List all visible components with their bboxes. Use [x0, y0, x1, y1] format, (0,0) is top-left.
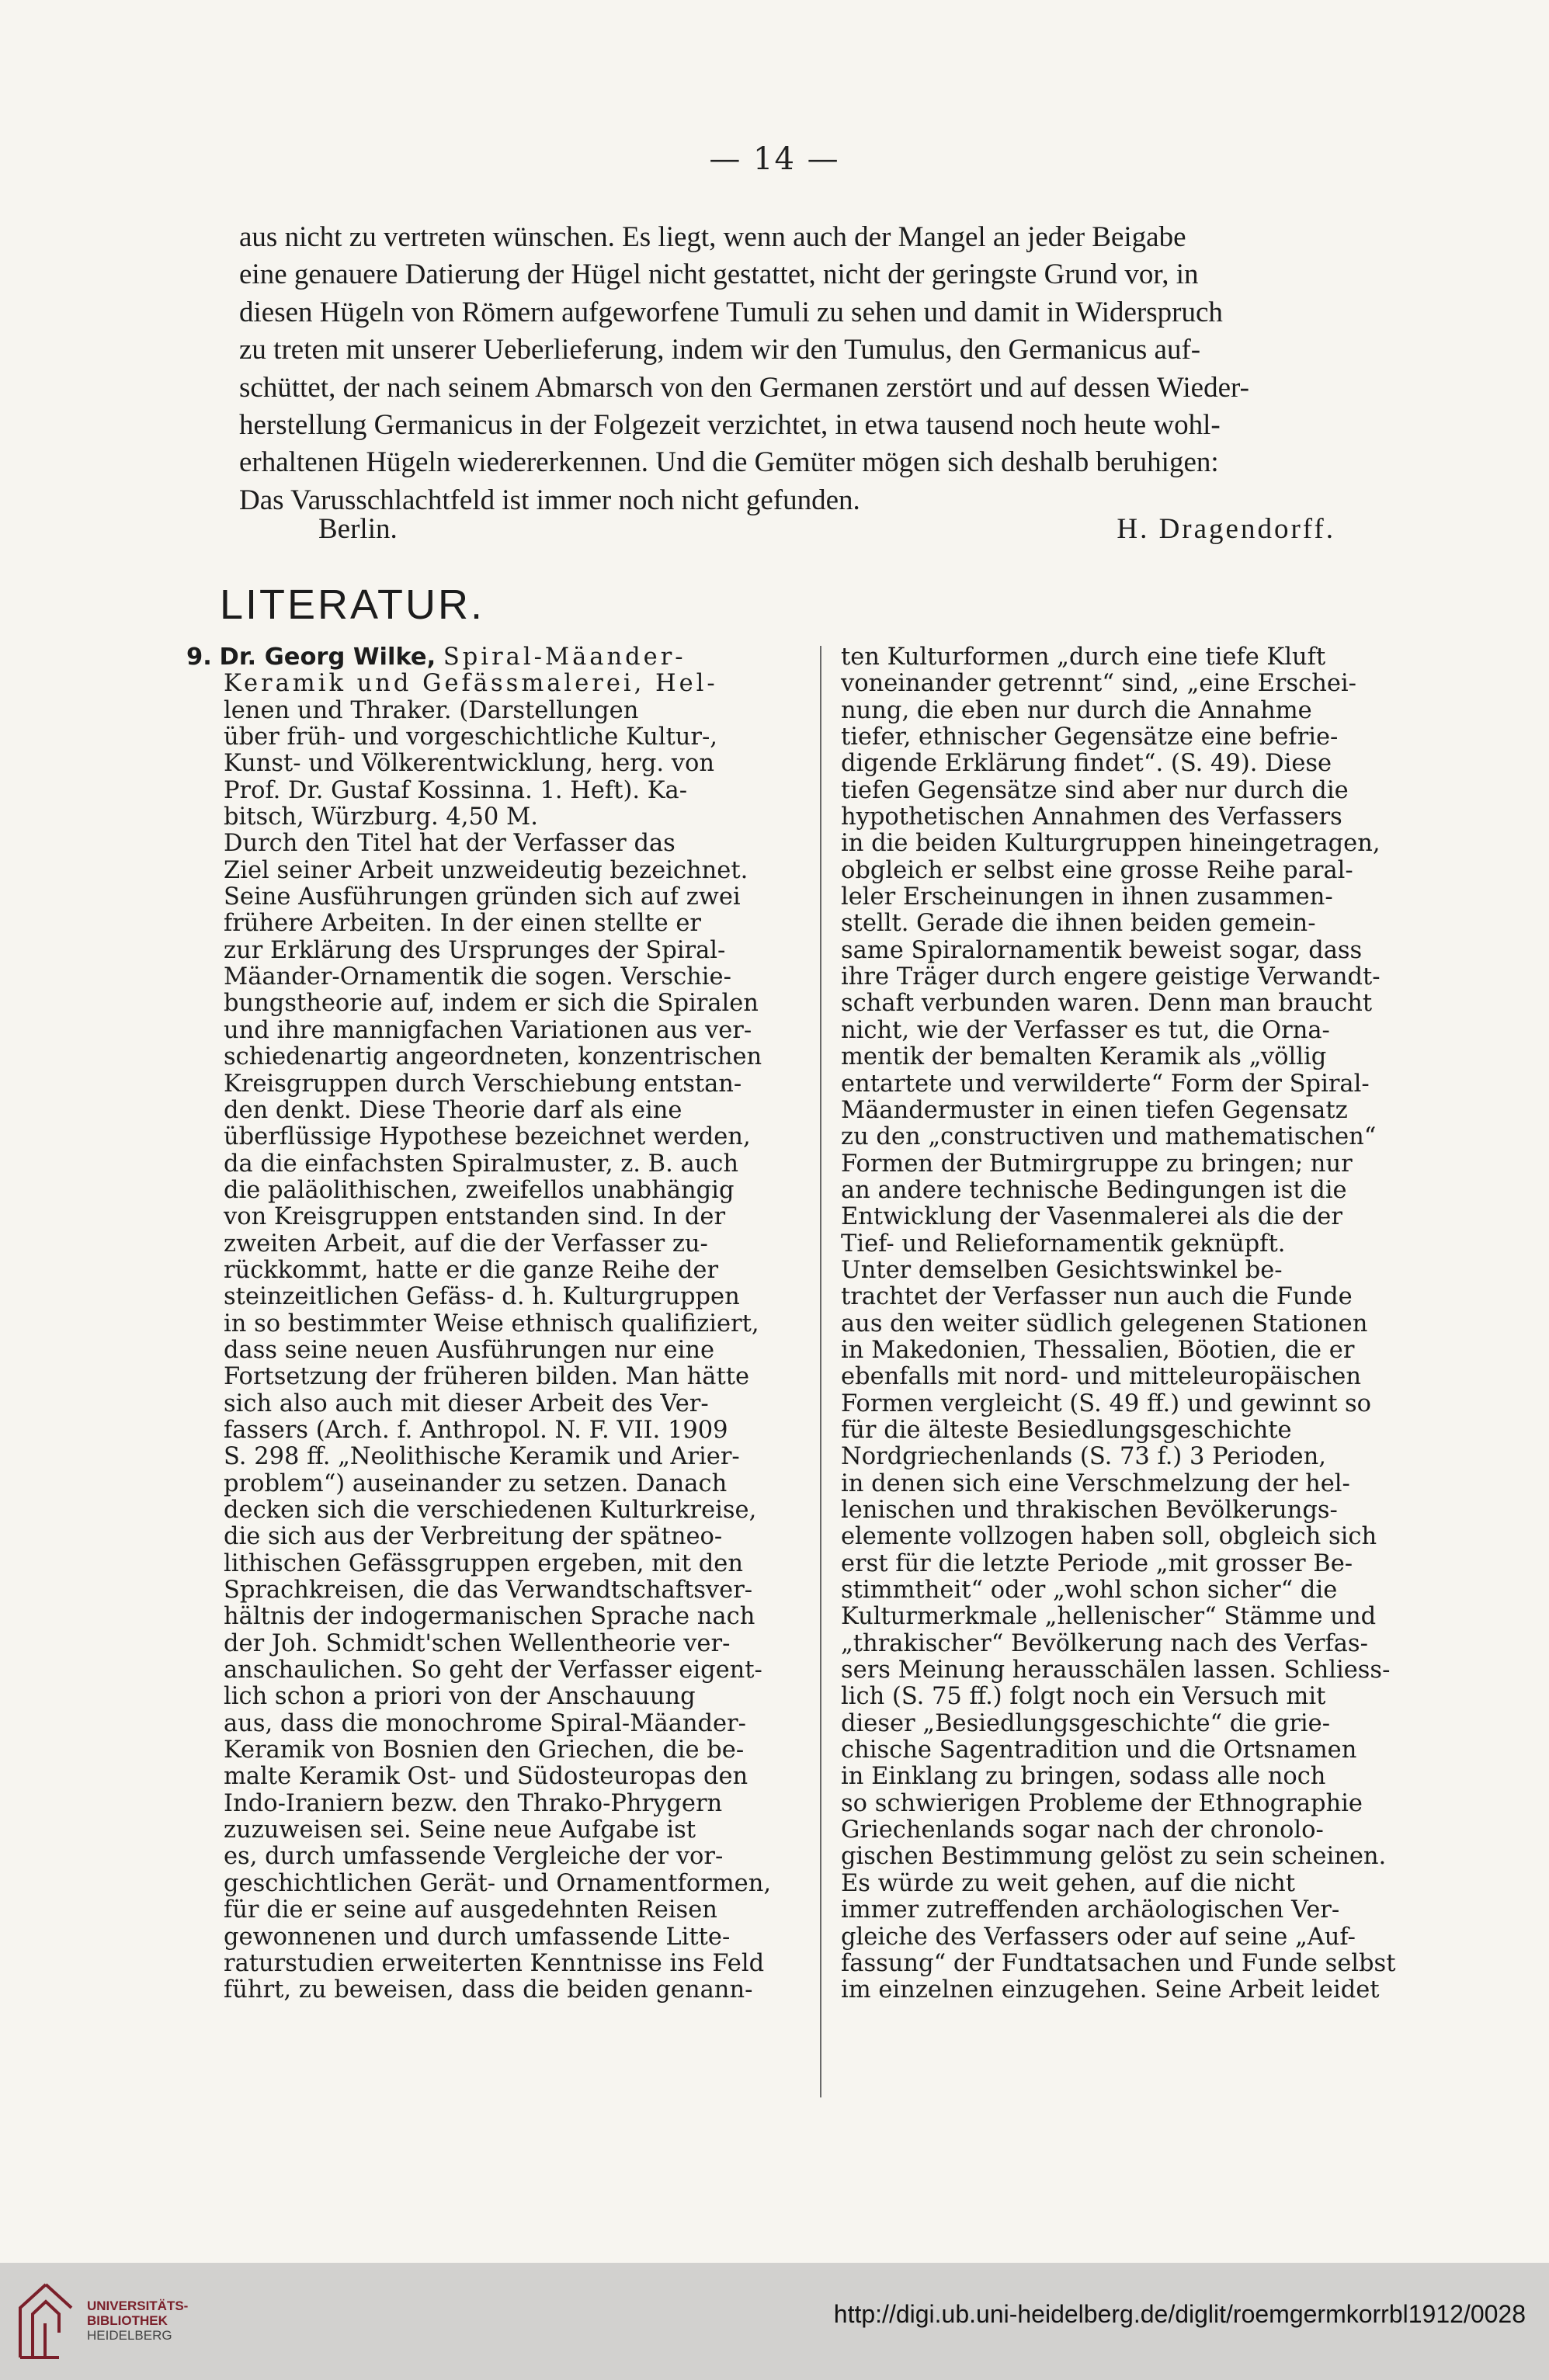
text-line: eine genauere Datierung der Hügel nicht gestattet, nicht der geringste Grund vor, in: [239, 258, 1199, 291]
text-line: Seine Ausführungen gründen sich auf zwei: [224, 883, 741, 911]
text-line: aus, dass die monochrome Spiral-Mäander-: [224, 1709, 746, 1737]
text-line: ebenfalls mit nord- und mitteleuropäischen: [841, 1363, 1362, 1391]
text-line: obgleich er selbst eine grosse Reihe paral-: [841, 856, 1353, 884]
left-body: [186, 831, 800, 2004]
text-line: zuzuweisen sei. Seine neue Aufgabe ist: [224, 1816, 696, 1844]
text-line: den denkt. Diese Theorie darf als eine: [224, 1096, 682, 1124]
text-line: nung, die eben nur durch die Annahme: [841, 696, 1312, 724]
text-line: S. 298 ff. „Neolithische Keramik und Arier-: [224, 1443, 740, 1471]
text-line: Kulturmerkmale „hellenischer“ Stämme und: [841, 1603, 1377, 1631]
text-line: entartete und verwilderte“ Form der Spiral-: [841, 1070, 1370, 1098]
text-line: immer zutreffenden archäologischen Ver-: [841, 1896, 1340, 1924]
page-number: — 14 —: [709, 141, 840, 177]
entry-author: Dr. Georg Wilke,: [219, 644, 436, 671]
text-line: zu treten mit unserer Ueberlieferung, indem wir den Tumulus, den Germanicus auf-: [239, 334, 1201, 366]
text-line: bitsch, Würzburg. 4,50 M.: [224, 803, 538, 831]
text-line: frühere Arbeiten. In der einen stellte er: [224, 910, 701, 938]
text-line: tiefen Gegensätze sind aber nur durch die: [841, 776, 1349, 804]
text-line: hypothetischen Annahmen des Verfassers: [841, 803, 1342, 831]
text-line: da die einfachsten Spiralmuster, z. B. auch: [224, 1150, 739, 1178]
text-line: voneinander getrennt“ sind, „eine Erschei-: [841, 670, 1356, 698]
text-line: gischen Bestimmung gelöst zu sein scheinen.: [841, 1843, 1387, 1871]
text-line: problem“) auseinander zu setzen. Danach: [224, 1469, 728, 1497]
entry-number: 9.: [186, 644, 212, 671]
text-line: an andere technische Bedingungen ist die: [841, 1176, 1347, 1204]
text-line: Indo-Iraniern bezw. den Thrako-Phrygern: [224, 1789, 723, 1817]
text-line: steinzeitlichen Gefäss- d. h. Kulturgruppen: [224, 1283, 740, 1311]
text-line: schüttet, der nach seinem Abmarsch von den Germanen zerstört und auf dessen Wieder-: [239, 371, 1249, 404]
text-line: ihre Träger durch engere geistige Verwandt-: [841, 963, 1381, 991]
text-line: Entwicklung der Vasenmalerei als die der: [841, 1203, 1342, 1231]
text-line: chische Sagentradition und die Ortsnamen: [841, 1736, 1357, 1764]
library-name: [87, 2298, 188, 2343]
text-line: diesen Hügeln von Römern aufgeworfene Tumuli zu sehen und damit in Widerspruch: [239, 296, 1223, 328]
text-line: in die beiden Kulturgruppen hineingetragen,: [841, 830, 1381, 858]
text-line: zweiten Arbeit, auf die der Verfasser zu-: [224, 1230, 708, 1258]
library-logo: [11, 2278, 81, 2364]
text-line: erhaltenen Hügeln wiedererkennen. Und die Gemüter mögen sich deshalb beruhigen:: [239, 446, 1219, 479]
text-line: erst für die letzte Periode „mit grosser Be-: [841, 1549, 1353, 1577]
text-line: Unter demselben Gesichtswinkel be-: [841, 1256, 1283, 1284]
text-line: so schwierigen Probleme der Ethnographie: [841, 1789, 1363, 1817]
text-line: Keramik von Bosnien den Griechen, die be-: [224, 1736, 745, 1764]
text-line: Formen der Butmirgruppe zu bringen; nur: [841, 1150, 1353, 1178]
text-line: stimmtheit“ oder „wohl schon sicher“ die: [841, 1577, 1338, 1605]
text-line: decken sich die verschiedenen Kulturkreise,: [224, 1497, 757, 1524]
text-line: raturstudien erweiterten Kenntnisse ins Feld: [224, 1949, 765, 1977]
text-line: trachtet der Verfasser nun auch die Funde: [841, 1283, 1353, 1311]
signoff-author: H. Dragendorff.: [1117, 513, 1335, 545]
text-line: es, durch umfassende Vergleiche der vor-: [224, 1843, 724, 1871]
text-line: Kunst- und Völkerentwicklung, herg. von: [224, 750, 715, 778]
text-line: in so bestimmter Weise ethnisch qualifiziert,: [224, 1310, 759, 1337]
text-line: elemente vollzogen haben soll, obgleich sich: [841, 1523, 1377, 1551]
text-line: Prof. Dr. Gustaf Kossinna. 1. Heft). Ka-: [224, 776, 688, 804]
text-line: Mäandermuster in einen tiefen Gegensatz: [841, 1096, 1348, 1124]
text-line: und ihre mannigfachen Variationen aus ver-: [224, 1016, 752, 1044]
text-line: „thrakischer“ Bevölkerung nach des Verfas-: [841, 1629, 1368, 1657]
library-name-line: HEIDELBERG: [87, 2328, 172, 2343]
right-column: [841, 644, 1431, 2004]
text-line: Es würde zu weit gehen, auf die nicht: [841, 1869, 1295, 1897]
source-url-link[interactable]: http://digi.ub.uni-heidelberg.de/diglit/roemgermkorrbl1912/0028: [833, 2300, 1526, 2328]
section-title: LITERATUR.: [220, 581, 485, 628]
text-line: lithischen Gefässgruppen ergeben, mit den: [224, 1549, 743, 1577]
text-line: Sprachkreisen, die das Verwandtschaftsver-: [224, 1577, 753, 1605]
text-line: zur Erklärung des Ursprunges der Spiral-: [224, 936, 726, 964]
entry-citation: [186, 671, 800, 831]
text-line: Kreisgruppen durch Verschiebung entstan-: [224, 1070, 742, 1098]
text-line: hältnis der indogermanischen Sprache nach: [224, 1603, 755, 1631]
text-line: Nordgriechenlands (S. 73 f.) 3 Perioden,: [841, 1443, 1326, 1471]
column-divider: [820, 646, 821, 2097]
text-line: führt, zu beweisen, dass die beiden genann-: [224, 1976, 753, 2004]
text-line: für die älteste Besiedlungsgeschichte: [841, 1416, 1292, 1444]
text-line: tiefer, ethnischer Gegensätze eine befrie-: [841, 723, 1339, 751]
intro-paragraph: [239, 219, 1444, 519]
text-line: lenischen und thrakischen Bevölkerungs-: [841, 1497, 1338, 1524]
text-line: nicht, wie der Verfasser es tut, die Orna-: [841, 1016, 1330, 1044]
text-line: schiedenartig angeordneten, konzentrischen: [224, 1043, 762, 1071]
text-line: aus den weiter südlich gelegenen Stationen: [841, 1310, 1368, 1337]
library-name-line: UNIVERSITÄTS-: [87, 2298, 189, 2313]
library-name-line: BIBLIOTHEK: [87, 2313, 168, 2328]
text-line: same Spiralornamentik beweist sogar, dass: [841, 936, 1363, 964]
text-line: schaft verbunden waren. Denn man braucht: [841, 990, 1373, 1018]
text-line: stellt. Gerade die ihnen beiden gemein-: [841, 910, 1316, 938]
text-line: mentik der bemalten Keramik als „völlig: [841, 1043, 1327, 1071]
text-line: im einzelnen einzugehen. Seine Arbeit leidet: [841, 1976, 1380, 2004]
text-line: sich also auch mit dieser Arbeit des Ver-: [224, 1389, 709, 1417]
text-line: fassung“ der Fundtatsachen und Funde selbst: [841, 1949, 1396, 1977]
text-line: rückkommt, hatte er die ganze Reihe der: [224, 1256, 719, 1284]
text-line: geschichtlichen Gerät- und Ornamentformen,: [224, 1869, 772, 1897]
footer-bar: [0, 2263, 1549, 2380]
text-line: bungstheorie auf, indem er sich die Spiralen: [224, 990, 759, 1018]
text-line: dieser „Besiedlungsgeschichte“ die grie-: [841, 1709, 1331, 1737]
text-line: von Kreisgruppen entstanden sind. In der: [224, 1203, 726, 1231]
text-line: herstellung Germanicus in der Folgezeit verzichtet, in etwa tausend noch heute wohl-: [239, 409, 1221, 442]
text-line: Ziel seiner Arbeit unzweideutig bezeichnet.: [224, 856, 748, 884]
text-line: in Makedonien, Thessalien, Böotien, die er: [841, 1336, 1355, 1364]
text-line: überflüssige Hypothese bezeichnet werden,: [224, 1123, 751, 1151]
text-line: Formen vergleicht (S. 49 ff.) und gewinnt so: [841, 1389, 1372, 1417]
left-column: [186, 644, 800, 2004]
text-line: gleiche des Verfassers oder auf seine „Auf-: [841, 1923, 1356, 1951]
text-line: digende Erklärung findet“. (S. 49). Diese: [841, 750, 1332, 778]
text-line: fassers (Arch. f. Anthropol. N. F. VII. 1909: [224, 1416, 728, 1444]
entry-title: Spiral-Mäander-: [443, 644, 686, 671]
text-line: zu den „constructiven und mathematischen“: [841, 1123, 1377, 1151]
text-line: lenen und Thraker. (Darstellungen: [224, 696, 639, 724]
text-line: die paläolithischen, zweifellos unabhängig: [224, 1176, 735, 1204]
text-line: ten Kulturformen „durch eine tiefe Kluft: [841, 644, 1326, 671]
text-line: gewonnenen und durch umfassende Litte-: [224, 1923, 731, 1951]
text-line: Mäander-Ornamentik die sogen. Verschie-: [224, 963, 731, 991]
text-line: der Joh. Schmidt'schen Wellentheorie ver-: [224, 1629, 731, 1657]
text-line: für die er seine auf ausgedehnten Reisen: [224, 1896, 717, 1924]
text-line: Das Varusschlachtfeld ist immer noch nicht gefunden.: [239, 484, 860, 516]
text-line: lich schon a priori von der Anschauung: [224, 1683, 696, 1711]
signoff-place: Berlin.: [318, 513, 398, 545]
text-line: malte Keramik Ost- und Südosteuropas den: [224, 1763, 748, 1791]
text-line: Keramik und Gefässmalerei, Hel-: [224, 670, 718, 698]
text-line: in denen sich eine Verschmelzung der hel-: [841, 1469, 1350, 1497]
entry-heading: [186, 644, 800, 671]
text-line: die sich aus der Verbreitung der spätneo-: [224, 1523, 723, 1551]
text-line: Tief- und Reliefornamentik geknüpft.: [841, 1230, 1286, 1258]
text-line: anschaulichen. So geht der Verfasser eigent-: [224, 1657, 762, 1684]
text-line: Fortsetzung der früheren bilden. Man hätte: [224, 1363, 750, 1391]
text-line: dass seine neuen Ausführungen nur eine: [224, 1336, 715, 1364]
text-line: aus nicht zu vertreten wünschen. Es liegt, wenn auch der Mangel an jeder Beigabe: [239, 221, 1186, 253]
text-line: leler Erscheinungen in ihnen zusammen-: [841, 883, 1333, 911]
text-line: sers Meinung herausschälen lassen. Schliess-: [841, 1657, 1391, 1684]
text-line: lich (S. 75 ff.) folgt noch ein Versuch mit: [841, 1683, 1326, 1711]
library-logo-icon: [11, 2278, 81, 2364]
text-line: in Einklang zu bringen, sodass alle noch: [841, 1763, 1326, 1791]
text-line: über früh- und vorgeschichtliche Kultur-,: [224, 723, 717, 751]
text-line: Durch den Titel hat der Verfasser das: [224, 830, 676, 858]
text-line: Griechenlands sogar nach der chronolo-: [841, 1816, 1324, 1844]
